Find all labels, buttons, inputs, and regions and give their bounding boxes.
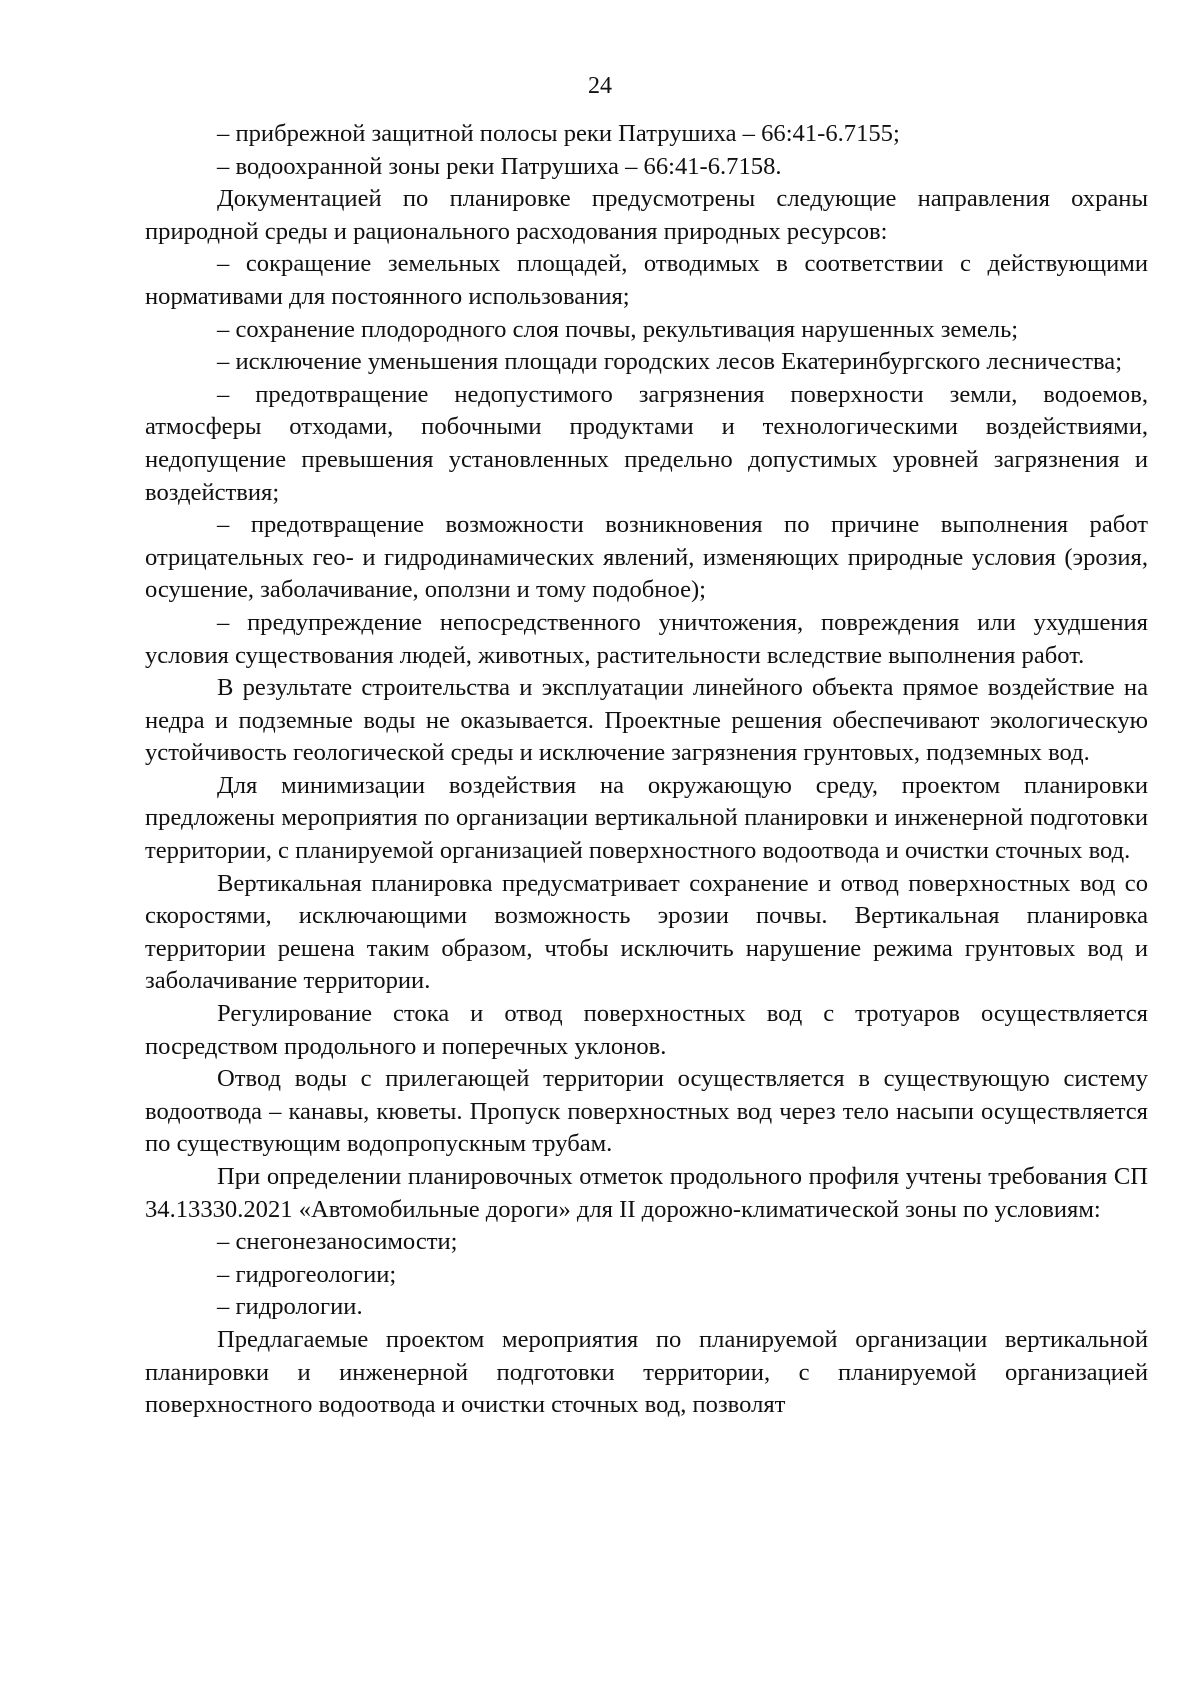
document-body (145, 118, 1148, 1422)
paragraph-vertical-planning: Вертикальная планировка предусматривает сохранение и отвод поверхностных вод со скоростями, исключающими возможность эрозии почвы. Вертикальная планировка территории решена таким образом, чтобы исключить нарушение режима грунтовых вод и заболачивание территории. (145, 869, 1148, 995)
paragraph-subsoil-impact: В результате строительства и эксплуатации линейного объекта прямое воздействие на недра и подземные воды не оказывается. Проектные решения обеспечивают экологическую устойчивость геологической среды и исключение загрязнения грунтовых, подземных вод. (145, 674, 1148, 767)
list-item-geodynamic-prevention: – предотвращение возможности возникновения по причине выполнения работ отрицательных гео- и гидродинамических явлений, изменяющих природные условия (эрозия, осушение, заболачивание, оползни и тому подобное); (145, 511, 1148, 604)
paragraph-runoff-regulation: Регулирование стока и отвод поверхностных вод с тротуаров осуществляется посредством продольного и поперечных уклонов. (145, 1000, 1148, 1060)
list-item-soil-preservation: – сохранение плодородного слоя почвы, рекультивация нарушенных земель; (217, 315, 1019, 343)
list-item-hydrogeology: – гидрогеологии; (217, 1260, 397, 1288)
paragraph-impact-minimization: Для минимизации воздействия на окружающую среду, проектом планировки предложены мероприятия по организации вертикальной планировки и инженерной подготовки территории, с планируемой организацией поверхностного водоотвода и очистки сточных вод. (145, 771, 1148, 865)
list-item-damage-prevention: – предупреждение непосредственного уничтожения, повреждения или ухудшения условия существования людей, животных, растительности вследствие выполнения работ. (145, 608, 1148, 669)
list-item-coastal-strip: – прибрежной защитной полосы реки Патрушиха – 66:41-6.7155; (217, 120, 900, 147)
list-item-forest-protection: – исключение уменьшения площади городских лесов Екатеринбургского лесничества; (217, 348, 1123, 376)
list-item-water-protection-zone: – водоохранной зоны реки Патрушиха – 66:41-6.7158. (217, 152, 782, 180)
list-item-land-reduction: – сокращение земельных площадей, отводимых в соответствии с действующими нормативами для постоянного использования; (145, 250, 1148, 310)
paragraph-water-drainage: Отвод воды с прилегающей территории осуществляется в существующую систему водоотвода – канавы, кюветы. Пропуск поверхностных вод через тело насыпи осуществляется по существующим водопропускным трубам. (145, 1065, 1148, 1158)
paragraph-proposed-measures: Предлагаемые проектом мероприятия по планируемой организации вертикальной планировки и инженерной подготовки территории, с планируемой организацией поверхностного водоотвода и очистки сточных вод, позволят (145, 1325, 1148, 1419)
paragraph-profile-requirements: При определении планировочных отметок продольного профиля учтены требования СП 34.13330.2021 «Автомобильные дороги» для II дорожно-климатической зоны по условиям: (145, 1163, 1148, 1223)
list-item-pollution-prevention: – предотвращение недопустимого загрязнения поверхности земли, водоемов, атмосферы отходами, побочными продуктами и технологическими воздействиями, недопущение превышения установленных предельно допустимых уровней загрязнения и воздействия; (145, 380, 1148, 506)
page-number: 24 (588, 73, 612, 99)
list-item-hydrology: – гидрологии. (217, 1293, 363, 1321)
paragraph-nature-protection-intro: Документацией по планировке предусмотрены следующие направления охраны природной среды и рационального расходования природных ресурсов: (145, 185, 1148, 245)
list-item-snow: – снегонезаносимости; (217, 1228, 458, 1256)
